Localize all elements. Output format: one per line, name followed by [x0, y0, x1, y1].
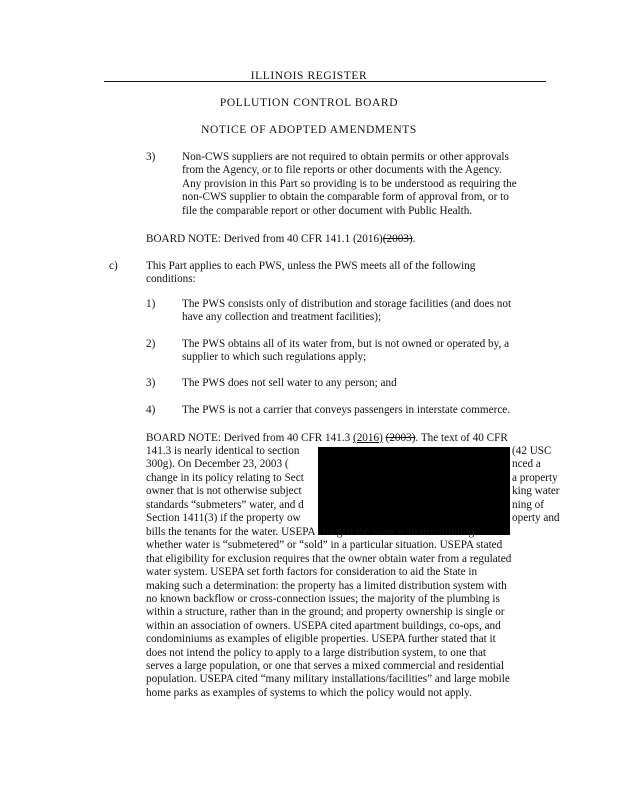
- text-line: whether water is “submetered” or “sold” in a particular situation. USEPA stated: [146, 539, 503, 552]
- redaction-block: [318, 447, 510, 535]
- item-3-number: 3): [146, 151, 156, 163]
- text-line: serves a large population, or one that serves a mixed commercial and residential: [146, 660, 504, 673]
- text-line: supplier to which such regulations apply;: [182, 351, 367, 364]
- item-3-text: [182, 151, 552, 218]
- text-line: have any collection and treatment facilities);: [182, 311, 382, 324]
- text-line: This Part applies to each PWS, unless the PWS meets all of the following: [146, 260, 476, 272]
- board-note-2-rest: [146, 526, 550, 700]
- condition-2-number: 2): [146, 338, 156, 350]
- condition-1-number: 1): [146, 298, 156, 310]
- text-line: no known backflow or cross-connection issues; the majority of the plumbing is: [146, 593, 500, 606]
- note-line-right: ning of: [512, 499, 545, 511]
- text-line: The PWS does not sell water to any person; and: [182, 377, 397, 389]
- text-line: home parks as examples of systems to which the policy would not apply.: [146, 686, 472, 699]
- text-line: within a structure, rather than in the ground; and property ownership is single or: [146, 606, 505, 619]
- note-line-left: standards “submeters” water, and d: [146, 499, 304, 511]
- text-line: non-CWS supplier to obtain the comparable form of approval from, or to: [182, 191, 509, 204]
- board-note-1: [146, 233, 415, 246]
- note-suffix: .: [412, 233, 416, 245]
- board-title: POLLUTION CONTROL BOARD: [219, 97, 399, 109]
- condition-4-number: 4): [146, 404, 156, 416]
- note-line-right: a property: [512, 472, 558, 484]
- text-line: from the Agency, or to file reports or other documents with the Agency.: [182, 164, 502, 177]
- added-text: (2016): [352, 432, 383, 444]
- text-line: does not intend the policy to apply to a large distribution system, to one that: [146, 646, 487, 659]
- text-line: conditions:: [146, 273, 196, 286]
- condition-3-number: 3): [146, 377, 156, 389]
- text-line: Non-CWS suppliers are not required to obtain permits or other approvals: [182, 151, 509, 163]
- text-line: condominiums as examples of eligible properties. USEPA further stated that it: [146, 633, 496, 646]
- struck-text: (2003): [385, 432, 416, 444]
- board-note-2-line-1: [146, 432, 550, 445]
- struck-text: (2003): [382, 233, 413, 245]
- text-line: making such a determination: the property has a limited distribution system with: [146, 579, 507, 592]
- text-line: Any provision in this Part so providing is to be understood as requiring the: [182, 177, 517, 190]
- note-line-right: king water: [512, 485, 560, 497]
- section-c-label: c): [109, 260, 118, 272]
- text-line: The PWS consists only of distribution and storage facilities (and does not: [182, 298, 512, 310]
- register-title: ILLINOIS REGISTER: [250, 70, 368, 82]
- text-line: population. USEPA cited “many military installations/facilities” and large mobile: [146, 673, 510, 686]
- text-line: The PWS is not a carrier that conveys passengers in interstate commerce.: [182, 404, 511, 416]
- text-line: file the comparable report or other document with Public Health.: [182, 204, 473, 217]
- note-line-left: change in its policy relating to Sect: [146, 472, 304, 484]
- notice-title: NOTICE OF ADOPTED AMENDMENTS: [201, 124, 417, 136]
- note-line-right: nced a: [512, 458, 541, 470]
- note-text: . The text of 40 CFR: [415, 432, 508, 444]
- condition-4-text: [182, 404, 552, 417]
- condition-1-text: [182, 298, 552, 325]
- text-line: water system. USEPA set forth factors for consideration to aid the State in: [146, 566, 478, 579]
- note-text: BOARD NOTE: Derived from 40 CFR 141.1 (2016): [146, 233, 383, 245]
- note-line-left: 141.3 is nearly identical to section: [146, 445, 300, 457]
- text-line: within an association of owners. USEPA cited apartment buildings, co-ops, and: [146, 619, 501, 632]
- text-line: bills the tenants for the water. USEPA charged the State with determining: [146, 526, 475, 538]
- note-line-left: owner that is not otherwise subject: [146, 485, 302, 497]
- text-line: The PWS obtains all of its water from, but is not owned or operated by, a: [182, 338, 510, 350]
- condition-2-text: [182, 338, 552, 365]
- note-line-right: operty and: [512, 512, 560, 524]
- note-line-right: (42 USC: [512, 445, 552, 457]
- section-c-text: [146, 260, 546, 287]
- note-line-left: 300g). On December 23, 2003 (: [146, 458, 289, 470]
- condition-3-text: [182, 377, 552, 390]
- note-line-left: Section 1411(3) if the property ow: [146, 512, 301, 524]
- text-line: that eligibility for exclusion requires that the owner obtain water from a regulated: [146, 552, 512, 565]
- note-text: BOARD NOTE: Derived from 40 CFR 141.3: [146, 432, 353, 444]
